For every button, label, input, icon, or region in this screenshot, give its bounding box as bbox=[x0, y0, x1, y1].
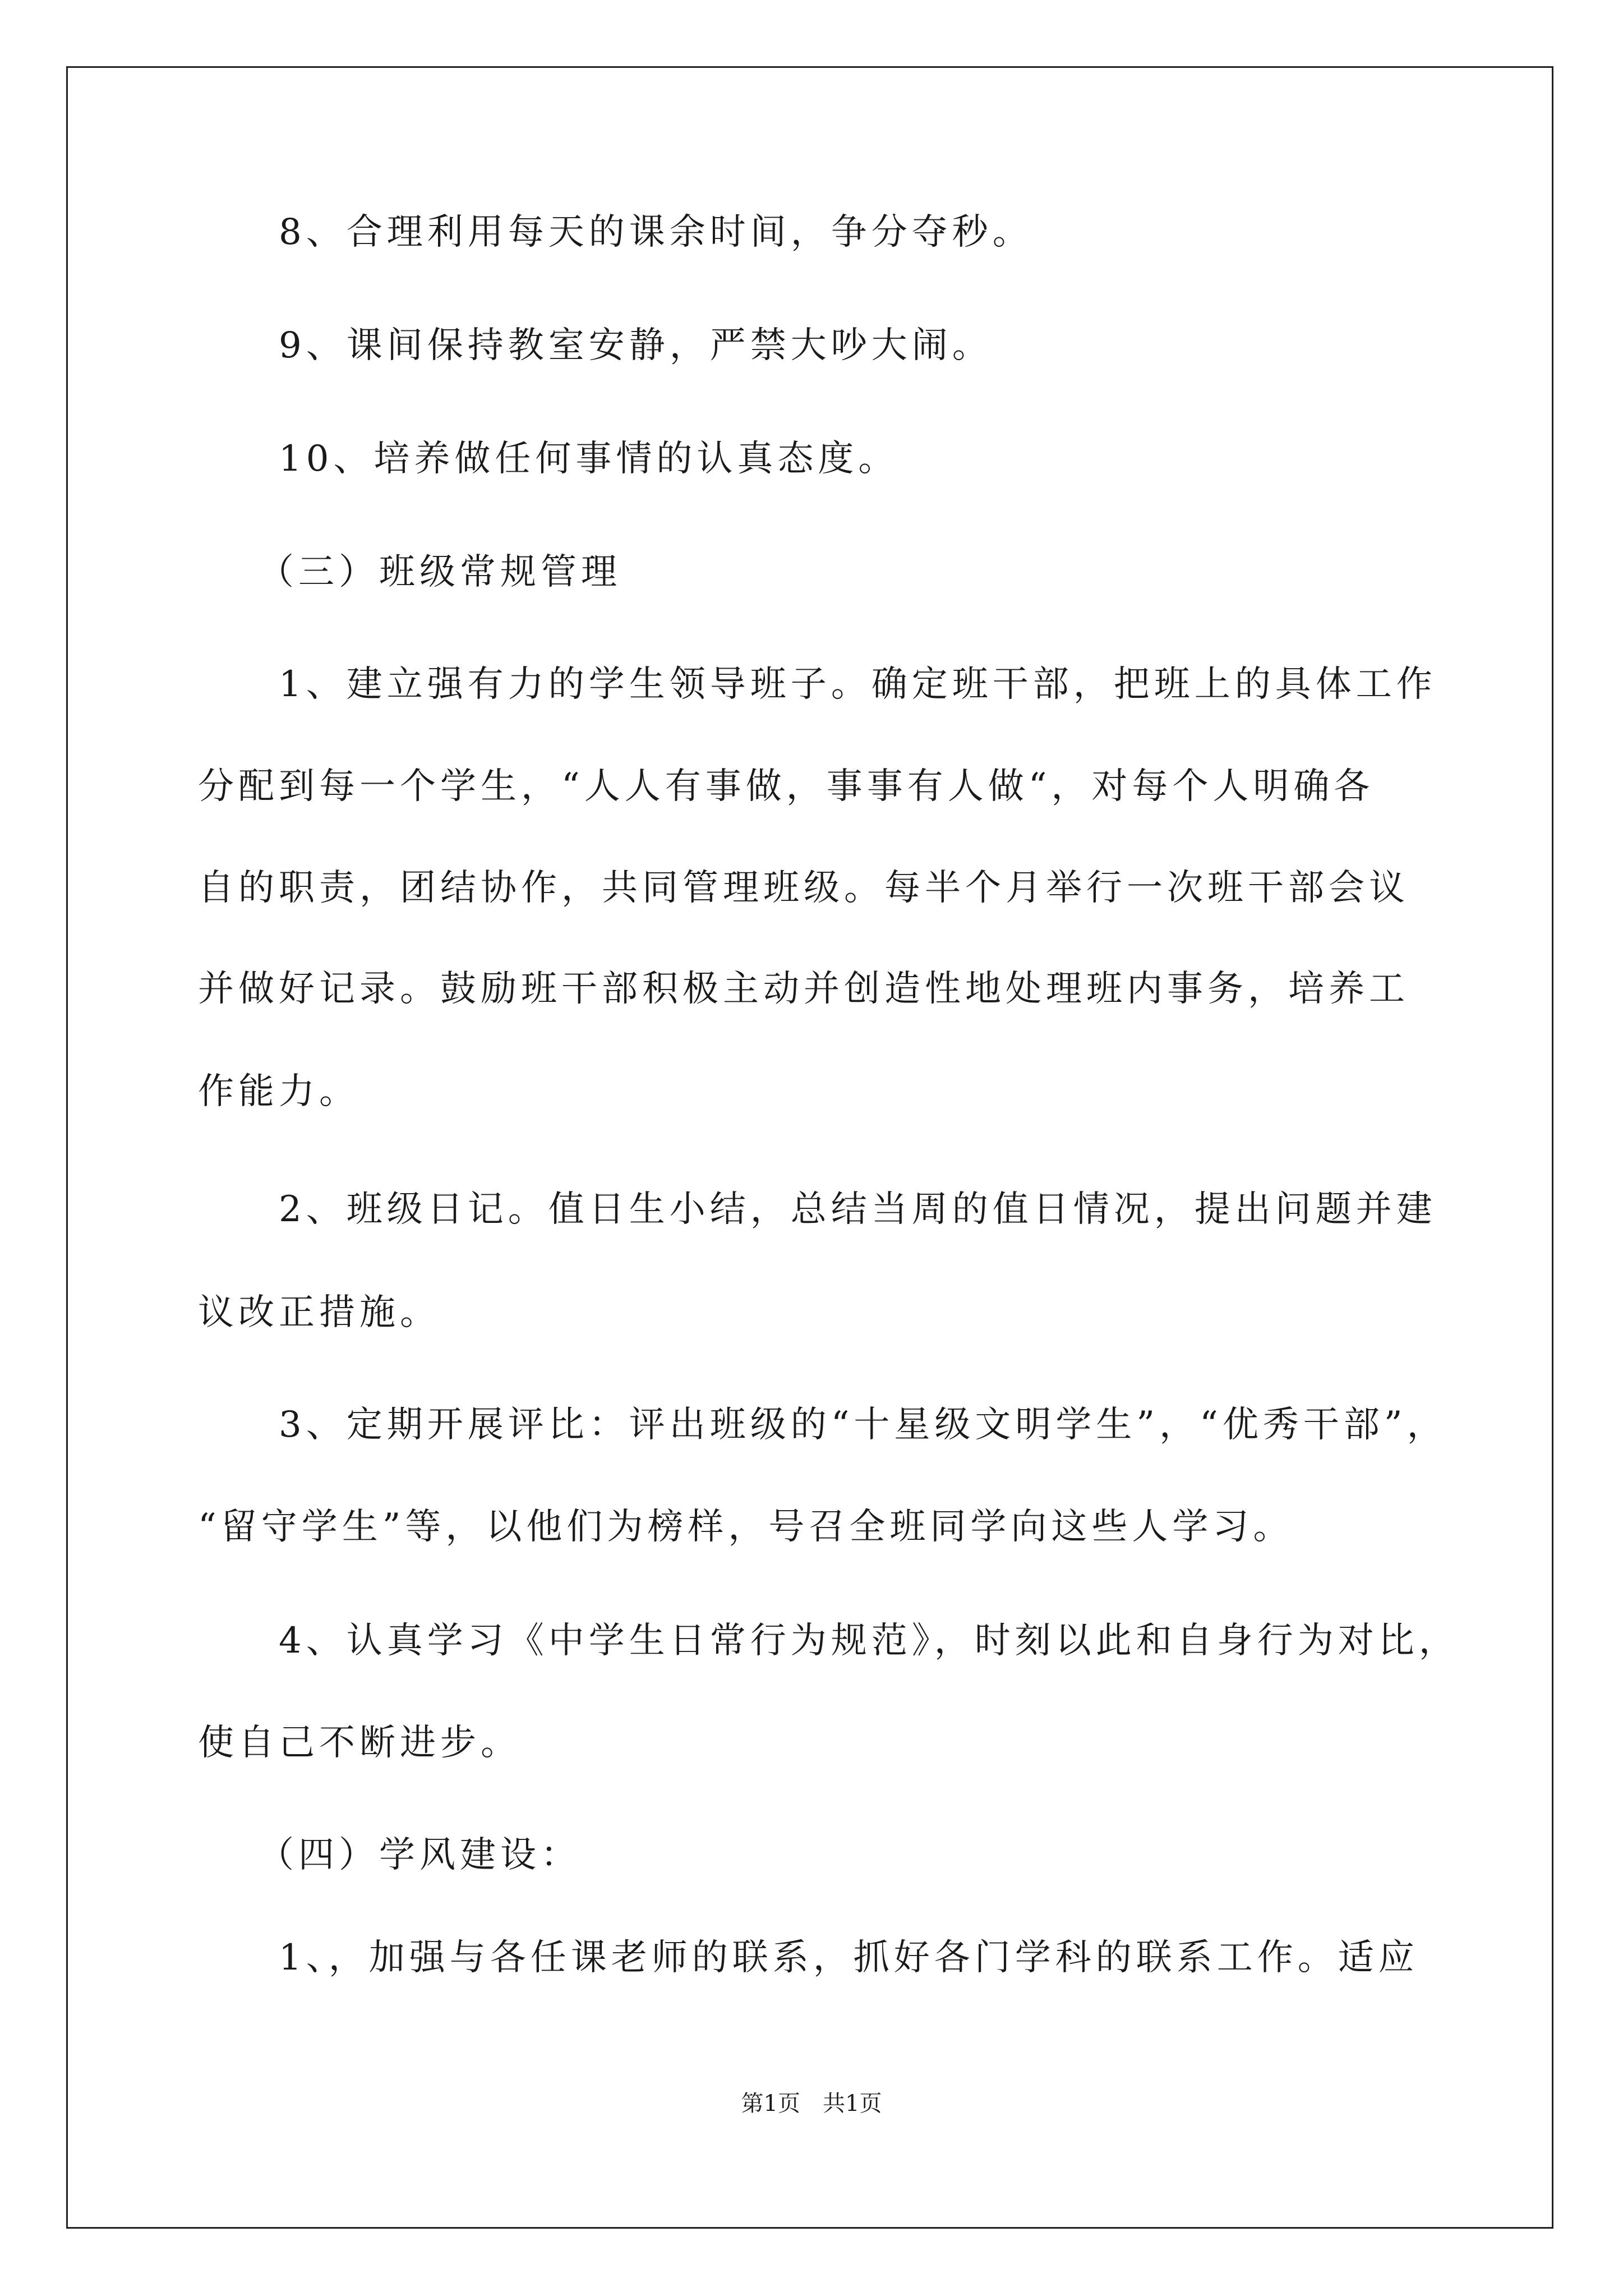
paragraph-line: 使自己不断进步。 bbox=[198, 1722, 521, 1764]
paragraph-line: “留守学生”等，以他们为榜样，号召全班同学向这些人学习。 bbox=[198, 1506, 1294, 1548]
paragraph-line: 1、，加强与各任课老师的联系，抓好各门学科的联系工作。适应 bbox=[279, 1937, 1419, 1978]
paragraph-line: 4、认真学习《中学生日常行为规范》，时刻以此和自身行为对比， bbox=[279, 1620, 1459, 1662]
paragraph-line: 并做好记录。鼓励班干部积极主动并创造性地处理班内事务，培养工 bbox=[198, 968, 1409, 1010]
paragraph-line: 分配到每一个学生，“人人有事做，事事有人做“，对每个人明确各 bbox=[198, 766, 1375, 807]
section-heading: （四）学风建设： bbox=[258, 1834, 581, 1876]
paragraph-line: 8、合理利用每天的课余时间，争分夺秒。 bbox=[279, 211, 1033, 253]
paragraph-line: 2、班级日记。值日生小结，总结当周的值日情况，提出问题并建 bbox=[279, 1189, 1437, 1230]
page-footer: 第1页 共1页 bbox=[741, 2091, 882, 2116]
paragraph-line: 作能力。 bbox=[198, 1071, 359, 1112]
paragraph-line: 议改正措施。 bbox=[198, 1292, 440, 1333]
section-heading: （三）班级常规管理 bbox=[258, 551, 621, 593]
paragraph-line: 9、课间保持教室安静，严禁大吵大闹。 bbox=[279, 325, 993, 366]
paragraph-line: 3、定期开展评比：评出班级的“十星级文明学生”，“优秀干部”， bbox=[279, 1404, 1447, 1446]
paragraph-line: 1、建立强有力的学生领导班子。确定班干部，把班上的具体工作 bbox=[279, 664, 1437, 705]
page-border bbox=[66, 66, 1553, 2229]
paragraph-line: 自的职责，团结协作，共同管理班级。每半个月举行一次班干部会议 bbox=[198, 867, 1409, 909]
paragraph-line: 10、培养做任何事情的认真态度。 bbox=[279, 438, 899, 480]
